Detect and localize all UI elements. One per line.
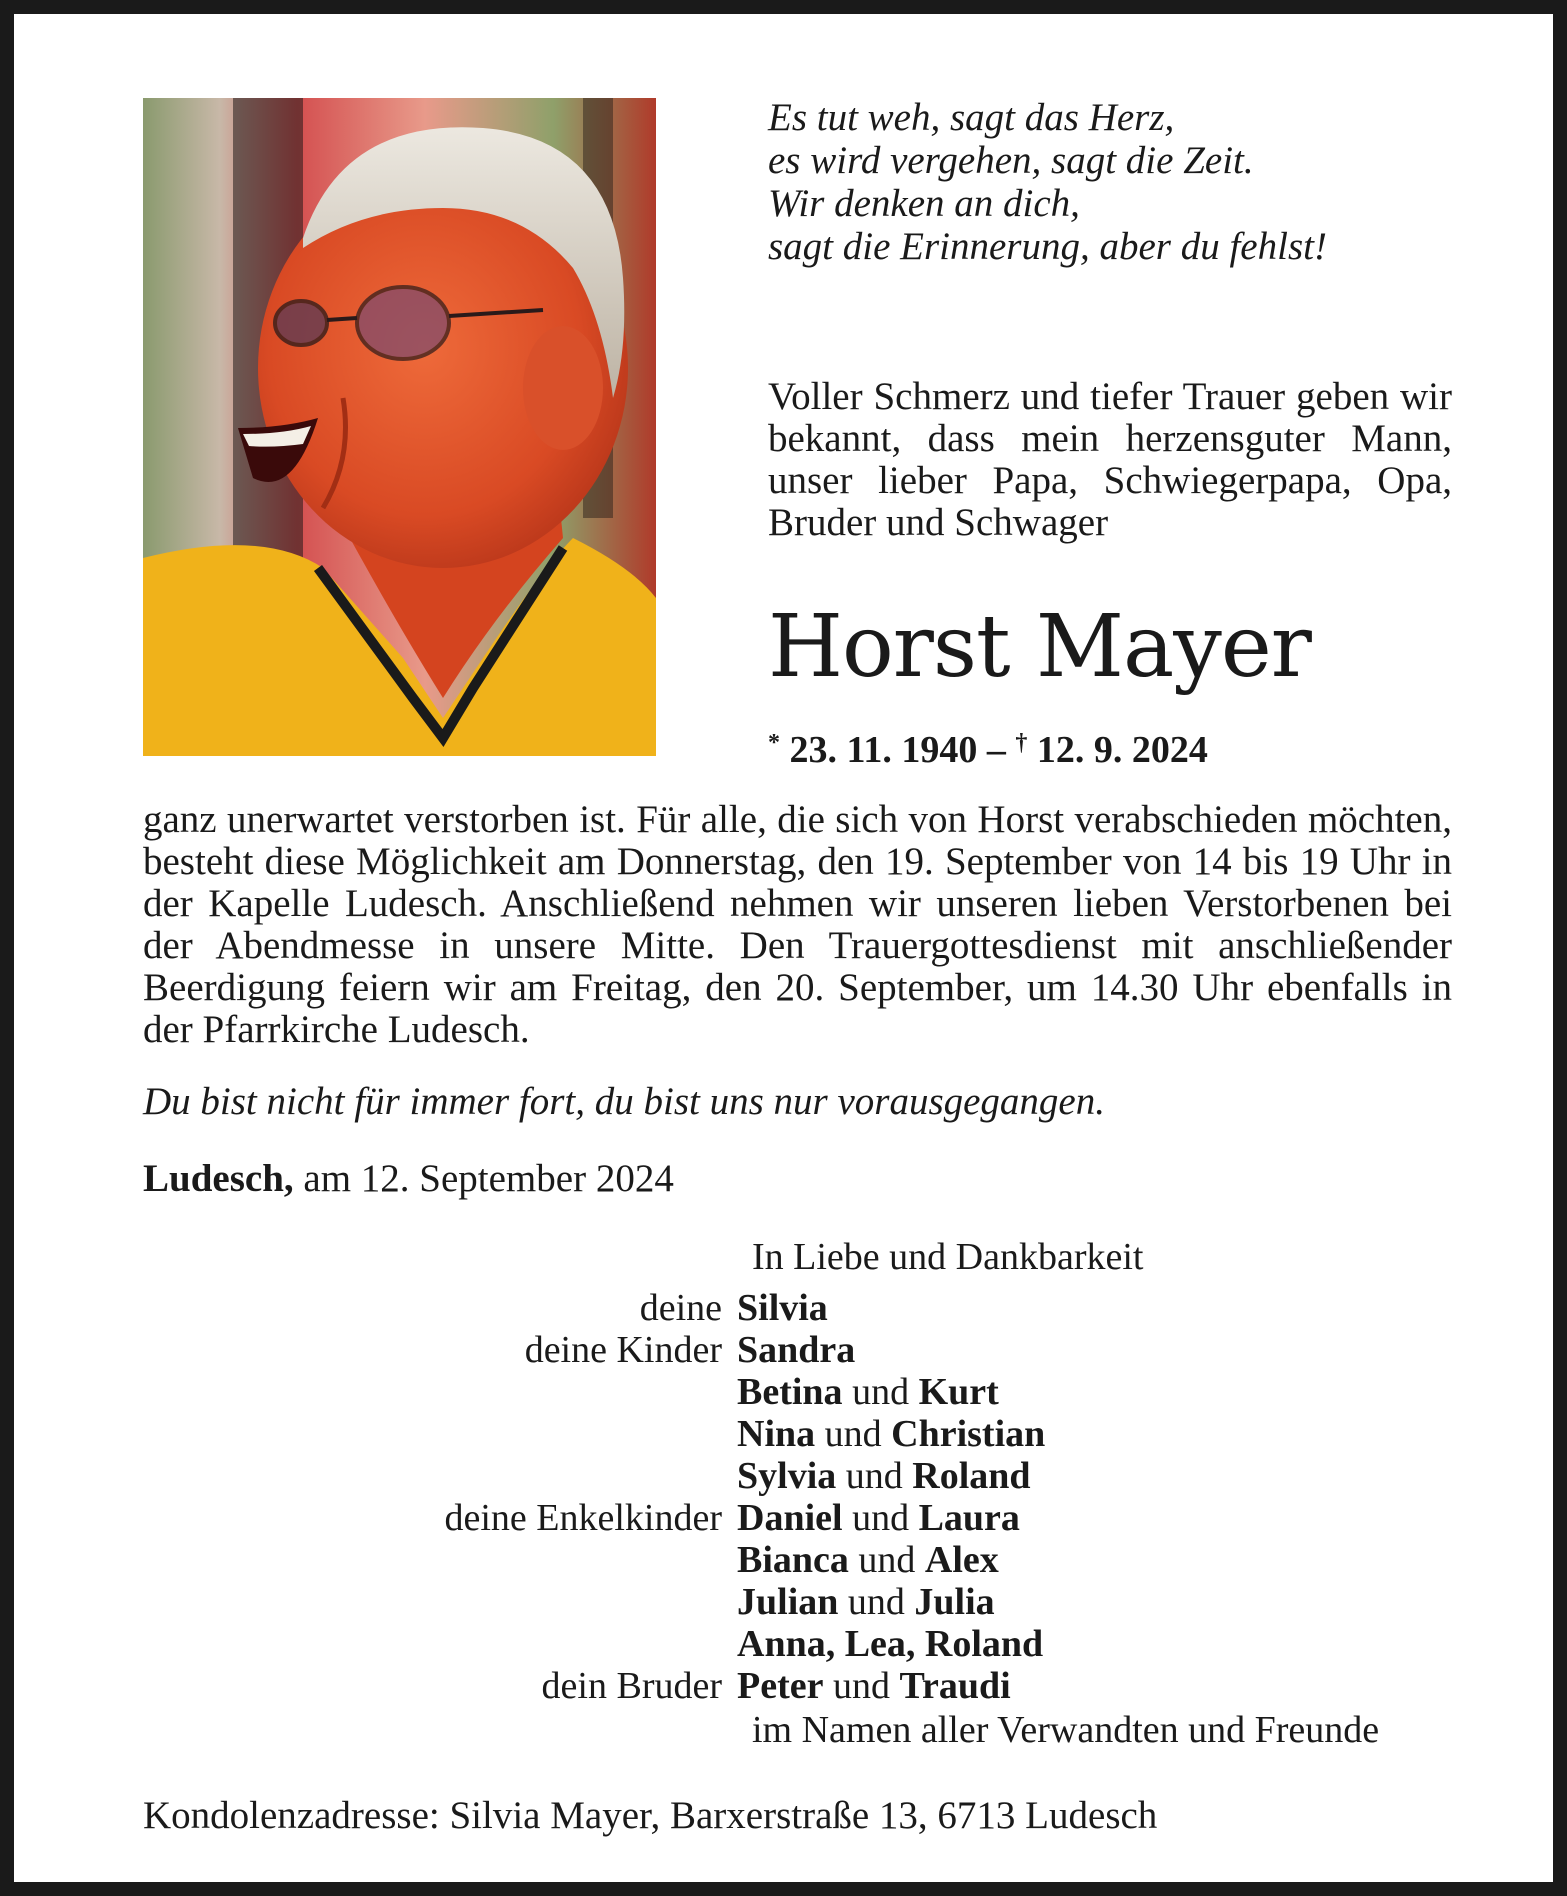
relatives-line: im Namen aller Verwandten und Freunde [752,1709,1380,1751]
signer-name: Daniel [737,1497,843,1539]
signer-name: Alex [924,1539,999,1581]
signer-relation: deine Enkelkinder [444,1497,722,1539]
signer-relation [143,1371,737,1413]
signer-row [143,1371,1483,1413]
signer-names [737,1623,1043,1665]
signer-relation [143,1455,737,1497]
birth-symbol: * [768,730,780,756]
poem-line: Es tut weh, sagt das Herz, [768,96,1175,139]
announcement-body: ganz unerwartet verstorben ist. Für alle, die sich von Horst verabschieden möchten, besteht diese Möglichkeit am Donnerstag, den 19. September von 14 bis 19 Uhr in der Kapelle Ludesch. Anschließend nehmen wir unseren lieben Verstorbenen bei der Abendmesse in unsere Mitte. Den Trauergottesdienst mit anschließender Beerdigung feiern wir am Freitag, den 20. September, um 14.30 Uhr ebenfalls in der Pfarrkirche Ludesch. [143,798,1452,1051]
announcement-intro: Voller Schmerz und tiefer Trauer geben wir bekannt, dass mein herzensguter Mann, unser lieber Papa, Schwiegerpapa, Opa, Bruder und Schwager [768,375,1452,544]
signer-name: Bianca [737,1539,849,1581]
signer-row [143,1497,1483,1539]
poem-line: es wird vergehen, sagt die Zeit. [768,139,1254,182]
signer-relation [143,1413,737,1455]
signer-connector: und [838,1581,915,1623]
signer-relation: deine [639,1287,722,1329]
signer-names [737,1287,828,1329]
signer-name: Betina [737,1371,843,1413]
signer-row [143,1455,1483,1497]
signer-relation: dein Bruder [541,1665,722,1707]
signer-row [143,1665,1483,1707]
signer-name: Julian [737,1581,839,1623]
deceased-name: Horst Mayer [768,597,1311,697]
signer-names [737,1581,995,1623]
signer-row [143,1413,1483,1455]
signer-connector: und [836,1455,913,1497]
signer-names [737,1665,1011,1707]
death-symbol: † [1015,730,1028,756]
signer-relation: deine Kinder [524,1329,722,1371]
poem [768,96,1488,268]
signer-row [143,1539,1483,1581]
place-town: Ludesch, [143,1157,294,1200]
closing-quote: Du bist nicht für immer fort, du bist uns nur vorausgegangen. [143,1080,1105,1123]
place-date: am 12. September 2024 [293,1157,674,1200]
signer-connector: und [823,1665,900,1707]
signers-list [143,1287,1483,1707]
thanks-line: In Liebe und Dankbarkeit [752,1236,1144,1278]
signer-connector: und [815,1413,892,1455]
signer-name: Julia [914,1581,995,1623]
signer-relation [143,1581,737,1623]
signer-connector: und [848,1539,925,1581]
condolence-address: Kondolenzadresse: Silvia Mayer, Barxerstraße 13, 6713 Ludesch [143,1794,1158,1837]
signer-name: Christian [891,1413,1046,1455]
signer-row [143,1623,1483,1665]
signer-name: Roland [912,1455,1031,1497]
date-dash: – [986,729,1006,771]
signer-name: Nina [737,1413,816,1455]
life-dates [768,720,1208,773]
signer-name: Peter [737,1665,824,1707]
signer-names [737,1371,999,1413]
signer-name: Sylvia [737,1455,837,1497]
signer-names [737,1329,855,1371]
signer-row [143,1287,1483,1329]
signer-name: Anna, Lea, Roland [737,1623,1044,1665]
portrait-photo [143,98,656,756]
place-and-date [143,1157,1143,1201]
signer-name: Silvia [737,1287,828,1329]
signer-connector: und [842,1371,919,1413]
signer-row [143,1581,1483,1623]
signer-names [737,1455,1031,1497]
signer-name: Kurt [918,1371,999,1413]
signer-connector: und [842,1497,919,1539]
birth-date: 23. 11. 1940 [789,729,978,771]
signer-names [737,1497,1020,1539]
signer-name: Laura [918,1497,1020,1539]
signer-name: Traudi [899,1665,1011,1707]
poem-line: Wir denken an dich, [768,182,1080,225]
signer-row [143,1329,1483,1371]
signer-relation [143,1539,737,1581]
signer-name: Sandra [737,1329,856,1371]
signer-names [737,1413,1045,1455]
poem-line: sagt die Erinnerung, aber du fehlst! [768,225,1327,268]
death-date: 12. 9. 2024 [1036,729,1208,771]
signer-names [737,1539,999,1581]
signer-relation [143,1623,737,1665]
